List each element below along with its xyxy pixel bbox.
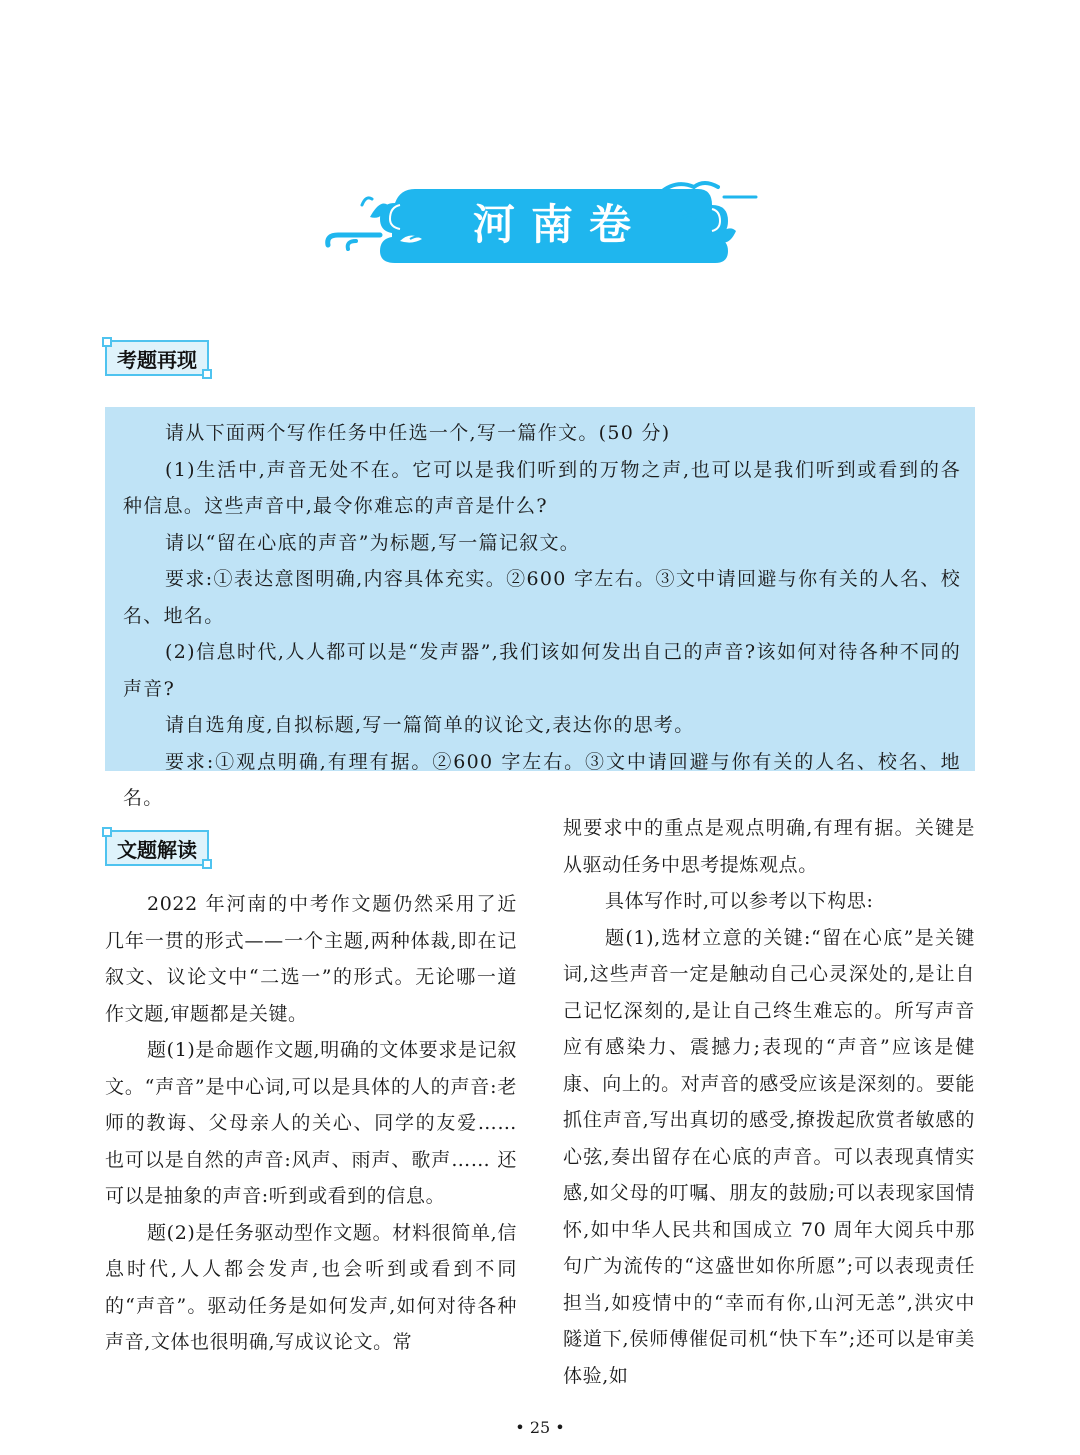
body-paragraph: 题(2)是任务驱动型作文题。材料很简单,信息时代,人人都会发声,也会听到或看到不同的“声音”。驱动任务是如何发声,如何对待各种声音,文体也很明确,写成议论文。常: [105, 1221, 517, 1353]
title-banner: [320, 175, 760, 275]
task-paragraph: 请以“留在心底的声音”为标题,写一篇记叙文。: [165, 531, 581, 554]
left-column: [105, 886, 517, 1361]
task-paragraph: (2)信息时代,人人都可以是“发声器”,我们该如何发出自己的声音?该如何对待各种不同的声音?: [123, 641, 961, 700]
body-paragraph: 题(1)是命题作文题,明确的文体要求是记叙文。“声音”是中心词,可以是具体的人的声音:老师的教诲、父母亲人的关心、同学的友爱…… 也可以是自然的声音:风声、雨声、歌声…… 还可以是抽象的声音:听到或看到的信息。: [105, 1039, 517, 1207]
right-column: [563, 810, 975, 1394]
body-paragraph: 具体写作时,可以参考以下构思:: [605, 890, 874, 912]
task-paragraph: 请从下面两个写作任务中任选一个,写一篇作文。(50 分): [165, 422, 671, 444]
exam-task-box: [105, 407, 975, 809]
body-paragraph: 2022 年河南的中考作文题仍然采用了近几年一贯的形式——一个主题,两种体裁,即在记叙文、议论文中“二选一”的形式。无论哪一道作文题,审题都是关键。: [105, 893, 517, 1025]
task-paragraph: 要求:①表达意图明确,内容具体充实。②600 字左右。③文中请回避与你有关的人名、校名、地名。: [123, 568, 961, 627]
task-paragraph: 请自选角度,自拟标题,写一篇简单的议论文,表达你的思考。: [165, 714, 695, 736]
section-label-analysis: 文题解读: [105, 830, 209, 866]
section-label-exam: 考题再现: [105, 340, 209, 376]
task-paragraph: 要求:①观点明确,有理有据。②600 字左右。③文中请回避与你有关的人名、校名、地名。: [123, 750, 961, 809]
body-paragraph: 题(1),选材立意的关键:“留在心底”是关键词,这些声音一定是触动自己心灵深处的,是让自己记忆深刻的,是让自己终生难忘的。所写声音应有感染力、震撼力;表现的“声音”应该是健康、向上的。对声音的感受应该是深刻的。要能抓住声音,写出真切的感受,撩拨起欣赏者敏感的心弦,奏出留存在心底的声音。可以表现真情实感,如父母的叮嘱、朋友的鼓励;可以表现家国情怀,如中华人民共和国成立 70 周年大阅兵中那句广为流传的“这盛世如你所愿”;可以表现责任担当,如疫情中的“幸而有你,山河无恙”,洪灾中隧道下,侯师傅催促司机“快下车”;还可以是审美体验,如: [563, 926, 975, 1387]
banner-title: 河南卷: [472, 200, 647, 249]
body-paragraph: 规要求中的重点是观点明确,有理有据。关键是从驱动任务中思考提炼观点。: [563, 817, 975, 876]
page-number: • 25 •: [515, 1418, 565, 1437]
task-paragraph: (1)生活中,声音无处不在。它可以是我们听到的万物之声,也可以是我们听到或看到的各种信息。这些声音中,最令你难忘的声音是什么?: [123, 458, 961, 517]
